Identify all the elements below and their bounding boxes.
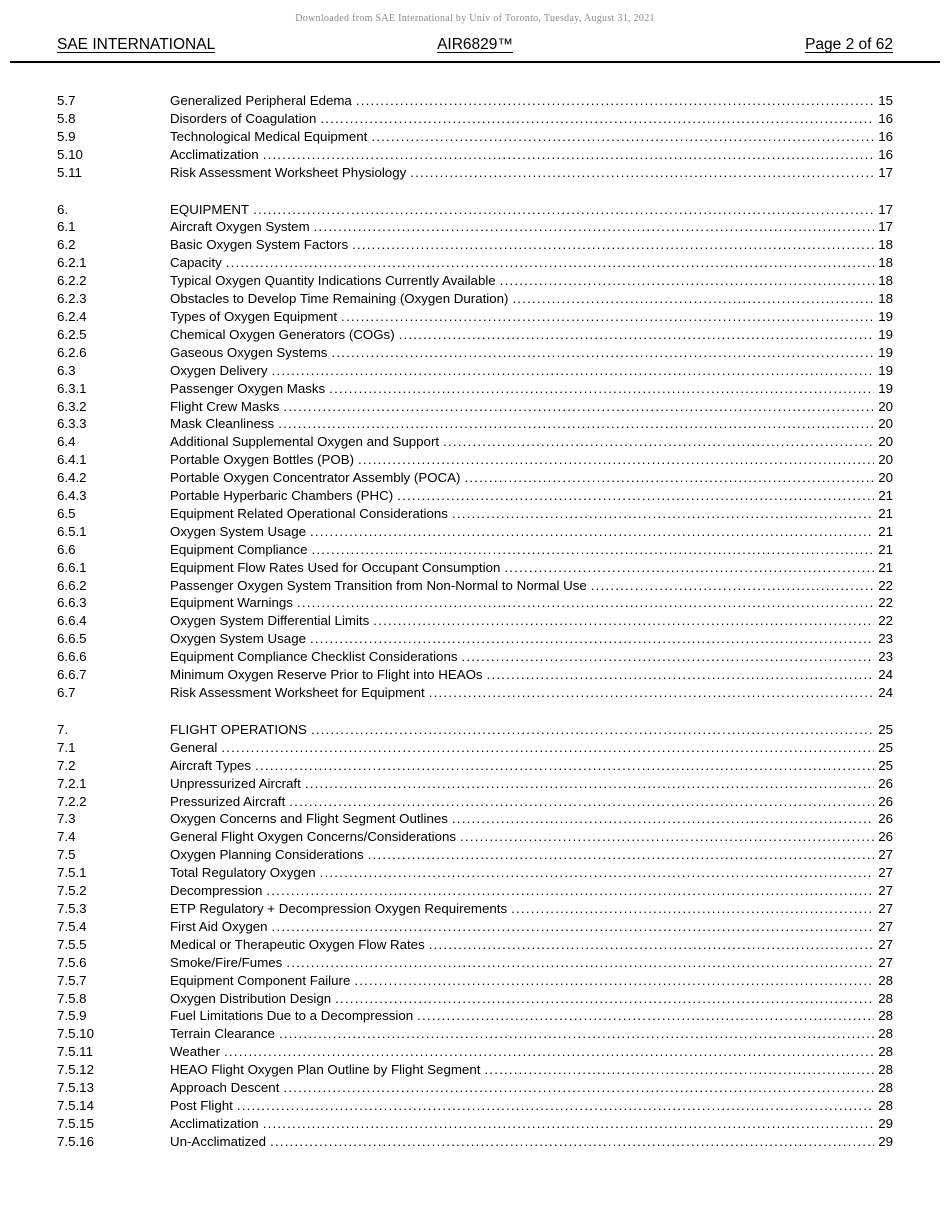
toc-entry-number: 6.6.2 bbox=[57, 577, 87, 593]
toc-leader-dots bbox=[237, 1097, 874, 1115]
toc-leader-dots bbox=[417, 1007, 874, 1025]
toc-entry-number: 6.6 bbox=[57, 541, 76, 557]
toc-entry-page: 19 bbox=[878, 326, 893, 342]
toc-entry bbox=[57, 757, 893, 775]
toc-entry-page: 21 bbox=[878, 559, 893, 575]
toc-entry-number: 7.5.15 bbox=[57, 1115, 94, 1131]
toc-entry-title: General Flight Oxygen Concerns/Considerations bbox=[170, 829, 457, 845]
toc-entry-page: 18 bbox=[878, 237, 893, 253]
toc-entry-page: 20 bbox=[878, 398, 893, 414]
toc-entry bbox=[57, 380, 893, 398]
toc-entry-page: 25 bbox=[878, 721, 893, 737]
toc-leader-dots bbox=[356, 92, 874, 110]
toc-entry bbox=[57, 128, 893, 146]
toc-entry-number: 7.5.14 bbox=[57, 1097, 94, 1113]
header-org: SAE INTERNATIONAL bbox=[57, 36, 216, 53]
toc-entry bbox=[57, 990, 893, 1008]
toc-leader-dots bbox=[399, 326, 874, 344]
toc-leader-dots bbox=[397, 487, 874, 505]
toc-entry-number: 6.3.3 bbox=[57, 416, 87, 432]
toc-entry-number: 7.5 bbox=[57, 847, 76, 863]
toc-entry-number: 6.6.6 bbox=[57, 649, 87, 665]
toc-entry-title: Equipment Warnings bbox=[170, 595, 293, 611]
toc-entry-title: Equipment Compliance Checklist Considerations bbox=[170, 649, 458, 665]
toc-entry-title: Post Flight bbox=[170, 1097, 233, 1113]
toc-leader-dots bbox=[310, 630, 874, 648]
toc-entry-number: 7.2.2 bbox=[57, 793, 87, 809]
toc-entry-number: 6. bbox=[57, 201, 69, 217]
toc-leader-dots bbox=[373, 612, 874, 630]
toc-entry bbox=[57, 684, 893, 702]
toc-entry bbox=[57, 918, 893, 936]
toc-leader-dots bbox=[460, 828, 874, 846]
toc-entry-page: 23 bbox=[878, 631, 893, 647]
toc-entry-page: 26 bbox=[878, 829, 893, 845]
toc-entry-title: Total Regulatory Oxygen bbox=[170, 865, 316, 881]
toc-leader-dots bbox=[504, 559, 874, 577]
toc-leader-dots bbox=[331, 344, 874, 362]
toc-entry-page: 29 bbox=[878, 1133, 893, 1149]
toc-leader-dots bbox=[272, 918, 874, 936]
toc-entry-page: 22 bbox=[878, 595, 893, 611]
toc-entry-number: 7.5.6 bbox=[57, 954, 87, 970]
toc-entry-title: Gaseous Oxygen Systems bbox=[170, 344, 328, 360]
toc-entry-number: 7.5.5 bbox=[57, 936, 87, 952]
toc-group bbox=[57, 92, 893, 182]
toc-entry-page: 28 bbox=[878, 1044, 893, 1060]
toc-leader-dots bbox=[484, 1061, 874, 1079]
toc-leader-dots bbox=[329, 380, 874, 398]
toc-entry-page: 19 bbox=[878, 344, 893, 360]
toc-entry-page: 28 bbox=[878, 1062, 893, 1078]
toc-leader-dots bbox=[263, 1115, 874, 1133]
toc-entry-page: 17 bbox=[878, 201, 893, 217]
toc-entry-title: Types of Oxygen Equipment bbox=[170, 308, 338, 324]
toc-entry-title: Mask Cleanliness bbox=[170, 416, 275, 432]
toc-entry-page: 16 bbox=[878, 146, 893, 162]
toc-entry-title: Aircraft Oxygen System bbox=[170, 219, 310, 235]
toc-entry-number: 7.5.16 bbox=[57, 1133, 94, 1149]
toc-leader-dots bbox=[226, 254, 874, 272]
toc-leader-dots bbox=[443, 433, 874, 451]
toc-leader-dots bbox=[283, 1079, 874, 1097]
toc-entry-number: 7.5.13 bbox=[57, 1080, 94, 1096]
toc-entry-page: 23 bbox=[878, 649, 893, 665]
toc-entry-number: 7.5.11 bbox=[57, 1044, 93, 1060]
toc-entry-title: Aircraft Types bbox=[170, 757, 252, 773]
toc-entry-title: Portable Oxygen Concentrator Assembly (POCA) bbox=[170, 470, 461, 486]
toc-leader-dots bbox=[255, 757, 874, 775]
toc-entry-page: 27 bbox=[878, 883, 893, 899]
toc-entry bbox=[57, 487, 893, 505]
toc-entry-title: Acclimatization bbox=[170, 1115, 259, 1131]
toc-entry-title: Portable Hyperbaric Chambers (PHC) bbox=[170, 488, 394, 504]
toc-entry bbox=[57, 146, 893, 164]
toc-entry-number: 7.5.3 bbox=[57, 900, 87, 916]
toc-entry-page: 26 bbox=[878, 793, 893, 809]
toc-entry bbox=[57, 721, 893, 739]
toc-entry bbox=[57, 612, 893, 630]
toc-entry-title: Minimum Oxygen Reserve Prior to Flight into HEAOs bbox=[170, 667, 483, 683]
toc-leader-dots bbox=[341, 308, 874, 326]
toc-leader-dots bbox=[263, 146, 874, 164]
toc-entry-page: 19 bbox=[878, 380, 893, 396]
toc-entry-page: 27 bbox=[878, 847, 893, 863]
toc-entry-number: 6.2.3 bbox=[57, 291, 87, 307]
toc-entry-title: HEAO Flight Oxygen Plan Outline by Flight Segment bbox=[170, 1062, 481, 1078]
toc-entry-page: 28 bbox=[878, 972, 893, 988]
toc-entry bbox=[57, 577, 893, 595]
toc-leader-dots bbox=[310, 523, 874, 541]
toc-entry-page: 25 bbox=[878, 757, 893, 773]
toc-entry-page: 26 bbox=[878, 775, 893, 791]
toc-entry-title: ETP Regulatory + Decompression Oxygen Requirements bbox=[170, 900, 508, 916]
toc-entry bbox=[57, 541, 893, 559]
toc-entry-number: 7.5.9 bbox=[57, 1008, 87, 1024]
toc-entry-title: Oxygen System Usage bbox=[170, 523, 306, 539]
toc-entry-title: Fuel Limitations Due to a Decompression bbox=[170, 1008, 414, 1024]
toc-entry-title: FLIGHT OPERATIONS bbox=[170, 721, 307, 737]
toc-entry bbox=[57, 666, 893, 684]
toc-entry-title: Un-Acclimatized bbox=[170, 1133, 267, 1149]
toc-leader-dots bbox=[500, 272, 874, 290]
toc-entry-number: 6.3.2 bbox=[57, 398, 87, 414]
toc-entry bbox=[57, 793, 893, 811]
toc-entry-page: 18 bbox=[878, 273, 893, 289]
toc-entry bbox=[57, 218, 893, 236]
toc-entry-title: Decompression bbox=[170, 883, 263, 899]
toc-entry-page: 20 bbox=[878, 434, 893, 450]
toc-entry-page: 20 bbox=[878, 452, 893, 468]
toc-entry bbox=[57, 559, 893, 577]
toc-entry-title: Oxygen Delivery bbox=[170, 362, 268, 378]
toc-entry-number: 5.10 bbox=[57, 146, 83, 162]
toc-entry-number: 6.7 bbox=[57, 685, 76, 700]
toc-leader-dots bbox=[352, 236, 874, 254]
toc-entry-page: 27 bbox=[878, 900, 893, 916]
toc-entry-number: 6.6.4 bbox=[57, 613, 87, 629]
toc-entry-number: 7.5.1 bbox=[57, 865, 87, 881]
toc-leader-dots bbox=[452, 505, 874, 523]
toc-entry bbox=[57, 900, 893, 918]
toc-entry-page: 20 bbox=[878, 470, 893, 486]
toc-entry bbox=[57, 972, 893, 990]
toc-entry-number: 6.2.1 bbox=[57, 255, 87, 271]
toc-leader-dots bbox=[305, 775, 874, 793]
header-page-indicator: Page 2 of 62 bbox=[805, 36, 893, 53]
toc-entry-page: 26 bbox=[878, 811, 893, 827]
toc-entry bbox=[57, 362, 893, 380]
toc-entry-number: 7.5.8 bbox=[57, 990, 87, 1006]
toc-entry bbox=[57, 415, 893, 433]
toc-entry bbox=[57, 254, 893, 272]
toc-entry bbox=[57, 648, 893, 666]
header-doc-number: AIR6829™ bbox=[437, 36, 513, 53]
toc-entry-number: 7.5.12 bbox=[57, 1062, 94, 1078]
toc-leader-dots bbox=[253, 201, 874, 219]
toc-group bbox=[57, 201, 893, 702]
toc-entry bbox=[57, 236, 893, 254]
toc-leader-dots bbox=[511, 900, 874, 918]
toc-entry-number: 6.3.1 bbox=[57, 380, 87, 396]
toc-leader-dots bbox=[368, 846, 874, 864]
toc-leader-dots bbox=[270, 1133, 874, 1151]
toc-entry-title: Oxygen System Usage bbox=[170, 631, 306, 647]
toc-leader-dots bbox=[266, 882, 874, 900]
toc-entry-page: 22 bbox=[878, 613, 893, 629]
toc-entry-page: 19 bbox=[878, 362, 893, 378]
toc-entry-number: 6.4.2 bbox=[57, 470, 87, 486]
toc-entry-title: Risk Assessment Worksheet for Equipment bbox=[170, 685, 425, 700]
toc-entry-number: 6.2 bbox=[57, 237, 76, 253]
toc-leader-dots bbox=[311, 541, 874, 559]
toc-entry-title: Pressurized Aircraft bbox=[170, 793, 286, 809]
toc-entry-page: 28 bbox=[878, 1097, 893, 1113]
toc-entry-page: 18 bbox=[878, 291, 893, 307]
toc-entry-number: 7.4 bbox=[57, 829, 76, 845]
toc-entry-page: 22 bbox=[878, 577, 893, 593]
toc-entry-title: Smoke/Fire/Fumes bbox=[170, 954, 283, 970]
toc-entry bbox=[57, 1079, 893, 1097]
toc-entry-title: Terrain Clearance bbox=[170, 1026, 275, 1042]
toc-entry bbox=[57, 1133, 893, 1151]
toc-entry-page: 17 bbox=[878, 164, 893, 180]
toc-entry-number: 5.9 bbox=[57, 128, 76, 144]
toc-leader-dots bbox=[591, 577, 874, 595]
toc-entry-number: 6.2.5 bbox=[57, 326, 87, 342]
toc-entry-title: Equipment Compliance bbox=[170, 541, 308, 557]
toc-entry-title: Risk Assessment Worksheet Physiology bbox=[170, 164, 407, 180]
toc-entry-page: 18 bbox=[878, 255, 893, 271]
toc-entry bbox=[57, 433, 893, 451]
toc-entry-title: Equipment Related Operational Considerations bbox=[170, 505, 448, 521]
toc-entry-page: 28 bbox=[878, 1026, 893, 1042]
toc-entry-title: Capacity bbox=[170, 255, 222, 271]
toc-entry-title: Basic Oxygen System Factors bbox=[170, 237, 349, 253]
toc-leader-dots bbox=[464, 469, 874, 487]
toc-entry-title: Acclimatization bbox=[170, 146, 259, 162]
toc-entry-page: 16 bbox=[878, 110, 893, 126]
toc-entry-page: 28 bbox=[878, 1080, 893, 1096]
toc-entry-page: 21 bbox=[878, 505, 893, 521]
toc-entry-title: Equipment Component Failure bbox=[170, 972, 351, 988]
toc-entry-number: 6.4.1 bbox=[57, 452, 87, 468]
toc-entry-page: 21 bbox=[878, 488, 893, 504]
toc-entry-title: First Aid Oxygen bbox=[170, 918, 268, 934]
toc-entry bbox=[57, 775, 893, 793]
toc-entry-title: Obstacles to Develop Time Remaining (Oxygen Duration) bbox=[170, 291, 509, 307]
toc-entry bbox=[57, 505, 893, 523]
toc-entry-number: 5.11 bbox=[57, 164, 82, 180]
toc-entry-number: 6.4.3 bbox=[57, 488, 87, 504]
toc-entry bbox=[57, 594, 893, 612]
toc-entry-number: 7.5.4 bbox=[57, 918, 87, 934]
toc-leader-dots bbox=[283, 398, 874, 416]
toc-entry-title: Oxygen Planning Considerations bbox=[170, 847, 364, 863]
toc-entry bbox=[57, 739, 893, 757]
toc-entry-page: 21 bbox=[878, 523, 893, 539]
toc-entry bbox=[57, 326, 893, 344]
toc-entry bbox=[57, 398, 893, 416]
toc-entry-title: Equipment Flow Rates Used for Occupant Consumption bbox=[170, 559, 501, 575]
toc-entry-title: Typical Oxygen Quantity Indications Currently Available bbox=[170, 273, 496, 289]
toc-entry bbox=[57, 1115, 893, 1133]
toc-entry-page: 27 bbox=[878, 918, 893, 934]
toc-entry-number: 7. bbox=[57, 721, 69, 737]
toc-leader-dots bbox=[224, 1043, 874, 1061]
toc-entry bbox=[57, 290, 893, 308]
toc-entry bbox=[57, 864, 893, 882]
toc-entry bbox=[57, 630, 893, 648]
toc-entry-page: 20 bbox=[878, 416, 893, 432]
toc-entry bbox=[57, 846, 893, 864]
download-watermark: Downloaded from SAE International by Univ of Toronto, Tuesday, August 31, 2021 bbox=[295, 13, 655, 24]
table-of-contents bbox=[57, 92, 893, 1151]
toc-entry-title: Oxygen Distribution Design bbox=[170, 990, 332, 1006]
toc-leader-dots bbox=[314, 218, 874, 236]
toc-entry-title: Approach Descent bbox=[170, 1080, 280, 1096]
toc-leader-dots bbox=[358, 451, 874, 469]
toc-entry-title: Unpressurized Aircraft bbox=[170, 775, 301, 791]
toc-entry bbox=[57, 954, 893, 972]
toc-entry bbox=[57, 882, 893, 900]
toc-entry-page: 27 bbox=[878, 936, 893, 952]
toc-entry-number: 6.2.6 bbox=[57, 344, 87, 360]
toc-entry-page: 29 bbox=[878, 1115, 893, 1131]
toc-entry-number: 7.2.1 bbox=[57, 775, 87, 791]
toc-leader-dots bbox=[371, 128, 874, 146]
toc-leader-dots bbox=[320, 864, 874, 882]
toc-entry-title: Chemical Oxygen Generators (COGs) bbox=[170, 326, 395, 342]
toc-entry-title: Medical or Therapeutic Oxygen Flow Rates bbox=[170, 936, 425, 952]
toc-entry-number: 6.6.3 bbox=[57, 595, 87, 611]
toc-leader-dots bbox=[221, 739, 874, 757]
toc-entry-number: 7.5.2 bbox=[57, 883, 87, 899]
toc-entry-page: 27 bbox=[878, 954, 893, 970]
toc-entry-title: Portable Oxygen Bottles (POB) bbox=[170, 452, 355, 468]
toc-entry-title: Generalized Peripheral Edema bbox=[170, 93, 352, 108]
toc-entry bbox=[57, 451, 893, 469]
toc-entry-number: 7.3 bbox=[57, 811, 76, 827]
toc-entry-title: Flight Crew Masks bbox=[170, 398, 280, 414]
toc-entry-number: 7.5.10 bbox=[57, 1026, 94, 1042]
toc-entry bbox=[57, 469, 893, 487]
toc-group bbox=[57, 721, 893, 1151]
toc-leader-dots bbox=[452, 810, 874, 828]
toc-entry-title: Weather bbox=[170, 1044, 221, 1060]
toc-leader-dots bbox=[279, 1025, 874, 1043]
toc-entry-page: 24 bbox=[878, 667, 893, 683]
toc-entry-number: 6.5 bbox=[57, 505, 76, 521]
toc-entry-page: 15 bbox=[878, 93, 893, 108]
toc-leader-dots bbox=[286, 954, 874, 972]
toc-entry bbox=[57, 201, 893, 219]
toc-leader-dots bbox=[410, 164, 874, 182]
toc-leader-dots bbox=[289, 793, 874, 811]
toc-entry-number: 6.1 bbox=[57, 219, 76, 235]
toc-leader-dots bbox=[278, 415, 874, 433]
toc-entry bbox=[57, 164, 893, 182]
toc-entry-title: EQUIPMENT bbox=[170, 201, 250, 217]
toc-entry-number: 5.8 bbox=[57, 110, 76, 126]
toc-entry-number: 7.5.7 bbox=[57, 972, 87, 988]
toc-entry-title: Oxygen System Differential Limits bbox=[170, 613, 370, 629]
toc-entry-number: 6.6.7 bbox=[57, 667, 87, 683]
toc-entry-page: 19 bbox=[878, 308, 893, 324]
toc-entry bbox=[57, 1025, 893, 1043]
toc-entry bbox=[57, 110, 893, 128]
toc-entry bbox=[57, 92, 893, 110]
toc-leader-dots bbox=[429, 684, 874, 702]
toc-entry-page: 28 bbox=[878, 1008, 893, 1024]
toc-entry bbox=[57, 810, 893, 828]
toc-entry-number: 6.6.1 bbox=[57, 559, 87, 575]
toc-entry-page: 28 bbox=[878, 990, 893, 1006]
toc-entry-title: Oxygen Concerns and Flight Segment Outlines bbox=[170, 811, 448, 827]
toc-entry-number: 6.3 bbox=[57, 362, 76, 378]
toc-entry bbox=[57, 936, 893, 954]
toc-entry-title: Disorders of Coagulation bbox=[170, 110, 317, 126]
toc-entry bbox=[57, 344, 893, 362]
toc-entry-number: 6.5.1 bbox=[57, 523, 87, 539]
toc-entry-number: 6.2.4 bbox=[57, 308, 87, 324]
toc-entry-page: 17 bbox=[878, 219, 893, 235]
toc-leader-dots bbox=[320, 110, 874, 128]
toc-leader-dots bbox=[462, 648, 875, 666]
toc-entry bbox=[57, 1097, 893, 1115]
toc-entry-title: Additional Supplemental Oxygen and Support bbox=[170, 434, 440, 450]
toc-entry-title: General bbox=[170, 739, 218, 755]
toc-entry-page: 27 bbox=[878, 865, 893, 881]
toc-leader-dots bbox=[335, 990, 874, 1008]
toc-entry bbox=[57, 272, 893, 290]
toc-entry bbox=[57, 828, 893, 846]
toc-entry bbox=[57, 1043, 893, 1061]
toc-entry-title: Passenger Oxygen System Transition from Non-Normal to Normal Use bbox=[170, 577, 587, 593]
toc-entry-page: 21 bbox=[878, 541, 893, 557]
toc-entry-title: Passenger Oxygen Masks bbox=[170, 380, 326, 396]
toc-entry-page: 25 bbox=[878, 739, 893, 755]
toc-entry-number: 7.1 bbox=[57, 739, 76, 755]
toc-leader-dots bbox=[311, 721, 874, 739]
toc-entry bbox=[57, 308, 893, 326]
toc-leader-dots bbox=[272, 362, 874, 380]
toc-entry-number: 6.6.5 bbox=[57, 631, 87, 647]
toc-entry-number: 6.2.2 bbox=[57, 273, 87, 289]
toc-entry-number: 7.2 bbox=[57, 757, 76, 773]
page-header bbox=[10, 35, 940, 63]
toc-entry bbox=[57, 1007, 893, 1025]
toc-leader-dots bbox=[512, 290, 874, 308]
toc-leader-dots bbox=[429, 936, 874, 954]
toc-entry-title: Technological Medical Equipment bbox=[170, 128, 368, 144]
toc-entry-number: 6.4 bbox=[57, 434, 76, 450]
toc-entry bbox=[57, 1061, 893, 1079]
toc-entry-page: 16 bbox=[878, 128, 893, 144]
toc-leader-dots bbox=[297, 594, 874, 612]
toc-entry bbox=[57, 523, 893, 541]
toc-leader-dots bbox=[487, 666, 874, 684]
toc-leader-dots bbox=[354, 972, 874, 990]
toc-entry-number: 5.7 bbox=[57, 93, 76, 108]
toc-entry-page: 24 bbox=[878, 685, 893, 700]
